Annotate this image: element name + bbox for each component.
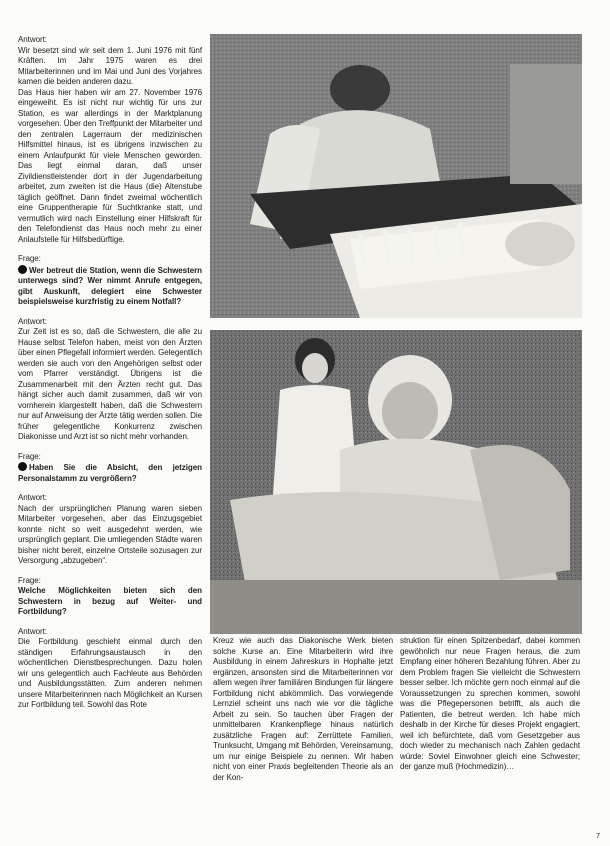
- answer-label: Antwort:: [18, 316, 47, 326]
- question-label: Frage:: [18, 451, 41, 461]
- paragraph: Kreuz wie auch das Diakonische Werk bieten solche Kurse an. Eine Mitarbeiterin wird ihre Ausbildung in einem Jahreskurs in Hophalte jetzt ergänzen, ansonsten sind die Mitarbeiterinnen vor allem wegen ihrer familiären Bindungen für längere Fortbildung nicht abkömmlich. Das vorwiegende Lernziel scheint uns nach wie vor die tägliche Arbeit zu sein. So tauchen über Fragen der unmittelbaren Krankenpflege hinaus natürlich zusätzliche Fragen auf: Zerrüttete Familien, Trunksucht, Umgang mit Behörden, Vereinsamung, um nur einige Beispiele zu nennen. Wir haben nicht von einer Praxis begleitenden Theorie als an der Kon-: [213, 636, 393, 782]
- text-column-left: [18, 35, 202, 711]
- answer-label: Antwort:: [18, 626, 47, 636]
- photo-patient-portrait: [210, 330, 582, 634]
- answer-text: Nach der ursprünglichen Planung waren sieben Mitarbeiter vorgesehen, aber das Einzugsgebiet konnte nicht so weit ausgedehnt werden, wie ursprünglich geplant. Die umliegenden Städte waren bisher nicht bereit, einzelne Ortsteile sozusagen zur Versorgung „abzugeben“.: [18, 503, 202, 565]
- answer-text: Zur Zeit ist es so, daß die Schwestern, die alle zu Hause selbst Telefon haben, meist von den Ärzten über einen Pflegefall informiert werden. Gelegentlich werden sie auch von den Angehörigen selbst oder vom Pfarrer verständigt. Übrigens ist die Zusammenarbeit mit den Ärzten recht gut. Das hängt sicher auch damit zusammen, daß wir von vornherein klargestellt haben, daß die Schwestern nur auf Anweisung der Ärzte tätig werden sollen. Die früher gelegentliche Konkurrenz zwischen Diakonisse und Arzt ist so nicht mehr vorhanden.: [18, 327, 202, 441]
- text-column-middle: [213, 636, 393, 783]
- answer-text: Die Fortbildung geschieht einmal durch den ständigen Erfahrungsaustausch in den wöchentlichen Dienstbesprechungen. Dazu holen wir uns gelegentlich auch Fachleute aus Behörden und Ausbildungsstätten. Zum anderen nehmen unsere Mitarbeiterinnen nach Möglichkeit an Kursen zur Fortbildung teil. Sowohl das Rote: [18, 637, 202, 709]
- question-label: Frage:: [18, 575, 41, 585]
- question-text: Wer betreut die Station, wenn die Schwestern unterwegs sind? Wer nimmt Anrufe entgegen, gibt Auskunft, delegiert eine Schwester beispielsweise kurzfristig zu einem Notfall?: [18, 265, 202, 306]
- text-column-right: [400, 636, 580, 773]
- page-number: 7: [596, 833, 600, 840]
- answer-label: Antwort:: [18, 493, 47, 502]
- bullet-dot-icon: [18, 265, 27, 274]
- bullet-dot-icon: [18, 462, 27, 471]
- photo-bed-scene-graphic: [210, 34, 582, 318]
- photo-patient-portrait-graphic: [210, 330, 582, 634]
- answer-label: Antwort:: [18, 35, 47, 44]
- paragraph: struktion für einen Spitzenbedarf, dabei kommen gewöhnlich nur neue Fragen heraus, die zum Empfang einer höheren Bezahlung führen. Aber zu dem Problem fragen Sie vielleicht die Schwestern besser selber. Ich möchte gern noch einmal auf die Voraussetzungen zu sprechen kommen, sowohl was die Pflegepersonen betrifft, als auch die Patienten, die betreut werden. Ich habe mich deshalb in der Kirche für dieses Projekt engagiert, weil ich befürchtete, daß vom Gesetzgeber aus doch wieder zu mechanisch nach Zahlen gedacht würde: Soviel Einwohner gleich eine Schwester; der ganze muß (Hochmedizin)…: [400, 636, 580, 771]
- paragraph: Wir besetzt sind wir seit dem 1. Juni 1976 mit fünf Kräften. Im Jahr 1975 waren es drei Mitarbeiterinnen und im Mai und Juni des Vorjahres kamen die beiden anderen dazu.: [18, 45, 202, 86]
- question-text: Haben Sie die Absicht, den jetzigen Personalstamm zu vergrößern?: [18, 463, 202, 483]
- question-text: Welche Möglichkeiten bieten sich den Schwestern in bezug auf Weiter- und Fortbildung?: [18, 586, 202, 616]
- photo-bed-scene: [210, 34, 582, 318]
- question-label: Frage:: [18, 254, 41, 263]
- paragraph: Das Haus hier haben wir am 27. November 1976 eingeweiht. Es ist nicht nur wichtig für uns zur Station, es war allerdings in der Marktplanung vorgesehen. Über den Treffpunkt der Mitarbeiter und den zentralen Lagerraum der medizinischen Hilfsmittel hinaus, ist es übrigens inzwischen zu einem Anlaufpunkt für viele Menschen geworden. Das liegt einmal daran, daß unser Zivildienstleistender dort in der Jugendarbeitung arbeitet, zum zweiten ist die Haus (die) Altenstube täglich geöffnet. Dann findet zweimal wöchentlich eine Gruppentherapie für Suchtkranke statt, und vermutlich wird nach Einstellung einer Hilfskraft für den Telefondienst das Haus noch mehr zu einer Anlaufstelle für Hilfsbedürftige.: [18, 87, 202, 244]
